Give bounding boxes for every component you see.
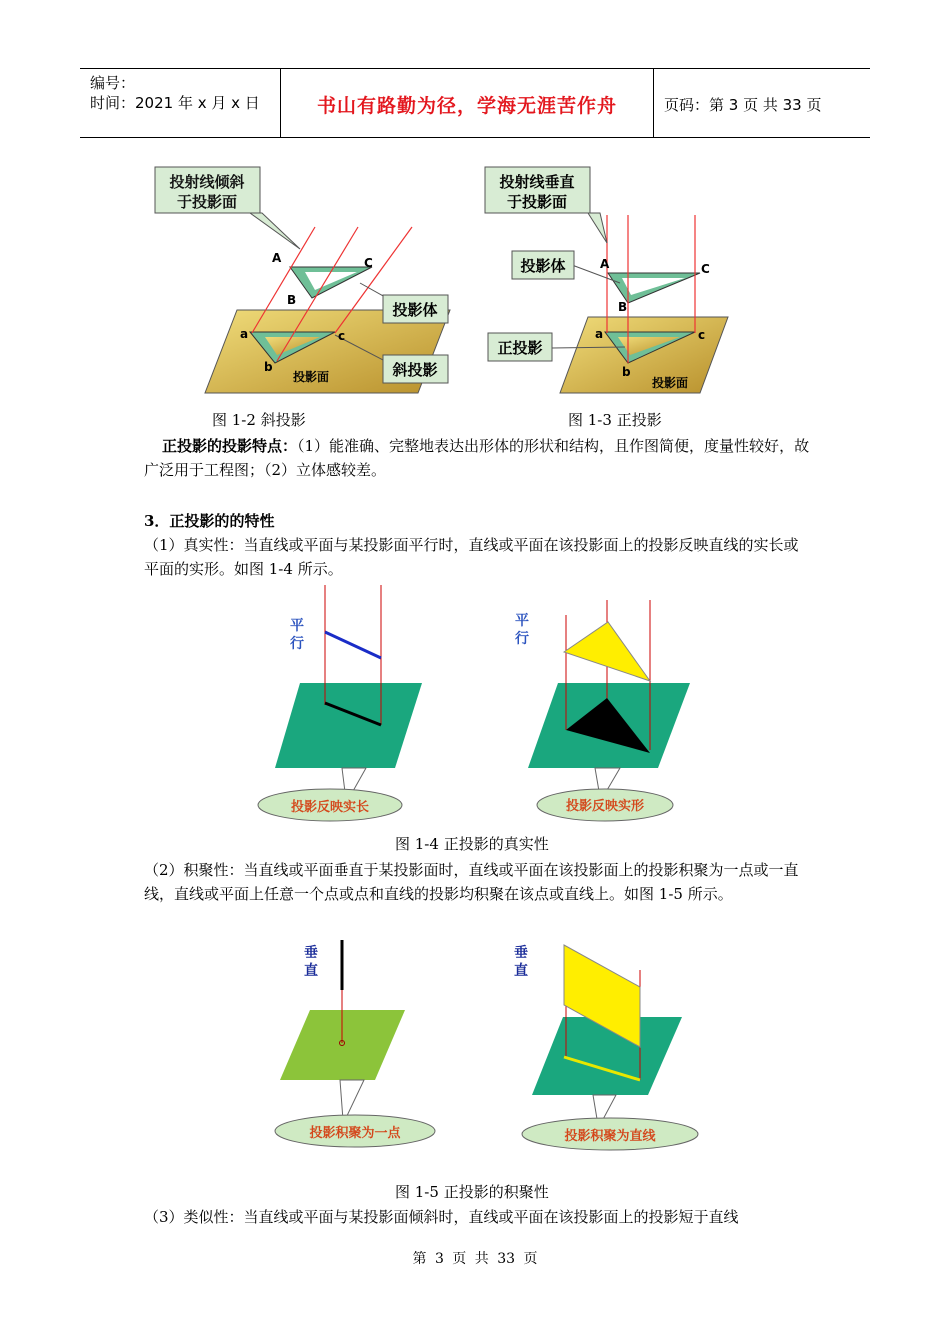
svg-text:行: 行 (515, 631, 529, 647)
svg-text:斜投影: 斜投影 (392, 361, 438, 379)
svg-text:正投影: 正投影 (497, 339, 543, 357)
svg-text:投影面: 投影面 (293, 370, 330, 384)
svg-text:a: a (240, 327, 249, 341)
para-ortho-features-text: （1）能准确、完整地表达出形体的形状和结构，且作图简便，度量性较好，故广泛用于工程图；（2）立体感较差。 (144, 437, 810, 479)
svg-text:a: a (595, 327, 604, 341)
header-mid-cell (281, 69, 654, 137)
figure-oblique-projection (150, 165, 460, 400)
svg-text:投影体: 投影体 (520, 257, 566, 275)
figure-concentration (270, 935, 710, 1155)
header-left-cell (80, 69, 281, 137)
body-triangle (608, 273, 700, 303)
svg-text:c: c (698, 328, 706, 342)
svg-text:直: 直 (304, 963, 318, 979)
para-concentration: （2）积聚性：当直线或平面垂直于某投影面时，直线或平面在该投影面上的投影积聚为一点或一直线，直线或平面上任意一个点或点和直线的投影均积聚在该点或直线上。如图 1-5 所示。 (144, 861, 799, 903)
date-line: 时间：2021 年 x 月 x 日 (90, 94, 260, 112)
figure-true-shape (250, 585, 710, 825)
para-true-shape: （1）真实性：当直线或平面与某投影面平行时，直线或平面在该投影面上的投影反映直线的实长或平面的实形。如图 1-4 所示。 (144, 536, 799, 578)
svg-text:C: C (701, 262, 710, 276)
svg-text:直: 直 (514, 963, 528, 979)
doc-number-label: 编号： (90, 74, 136, 92)
callout-line1: 投射线倾斜 (169, 173, 245, 191)
header-right-cell (654, 69, 870, 137)
svg-text:于投影面: 于投影面 (506, 193, 568, 211)
caption-fig-1-2: 图 1-2 斜投影 (212, 411, 306, 429)
page-footer: 第 3 页 共 33 页 (412, 1251, 538, 1267)
svg-text:垂: 垂 (304, 945, 318, 961)
svg-text:平: 平 (515, 613, 529, 629)
caption-fig-1-5: 图 1-5 正投影的积聚性 (395, 1183, 549, 1201)
caption-fig-1-4: 图 1-4 正投影的真实性 (395, 835, 549, 853)
parallel-line (325, 632, 381, 658)
para-ortho-features (144, 434, 812, 482)
projection-plane-left (275, 683, 422, 768)
svg-text:A: A (272, 251, 282, 265)
section-title: 3．正投影的的特性 (144, 512, 275, 530)
svg-text:垂: 垂 (514, 945, 528, 961)
svg-text:投影面: 投影面 (652, 376, 689, 390)
svg-text:投影体: 投影体 (392, 301, 438, 319)
svg-text:投射线垂直: 投射线垂直 (499, 173, 575, 191)
caption-fig-1-3: 图 1-3 正投影 (568, 411, 662, 429)
page-header (80, 68, 870, 138)
bubble-point: 投影积聚为一点 (309, 1126, 401, 1141)
callout-line2: 于投影面 (176, 193, 238, 211)
svg-text:平: 平 (290, 618, 304, 634)
bubble-true-length: 投影反映实长 (290, 800, 370, 815)
svg-text:B: B (618, 300, 628, 314)
para-similarity: （3）类似性：当直线或平面与某投影面倾斜时，直线或平面在该投影面上的投影短于直线 (144, 1208, 739, 1226)
svg-text:C: C (364, 256, 373, 270)
figure-orthographic-projection (480, 165, 740, 400)
svg-text:c: c (338, 329, 346, 343)
svg-text:A: A (600, 257, 610, 271)
svg-text:行: 行 (290, 636, 304, 652)
header-page-info: 页码：第 3 页 共 33 页 (664, 96, 822, 114)
bubble-true-shape: 投影反映实形 (565, 799, 645, 814)
para-ortho-features-bold: 正投影的投影特点： (162, 437, 298, 455)
svg-text:b: b (264, 360, 273, 374)
svg-text:B: B (287, 293, 297, 307)
bubble-line: 投影积聚为直线 (564, 1129, 656, 1144)
svg-text:b: b (622, 365, 631, 379)
header-slogan: 书山有路勤为径，学海无涯苦作舟 (316, 95, 617, 117)
